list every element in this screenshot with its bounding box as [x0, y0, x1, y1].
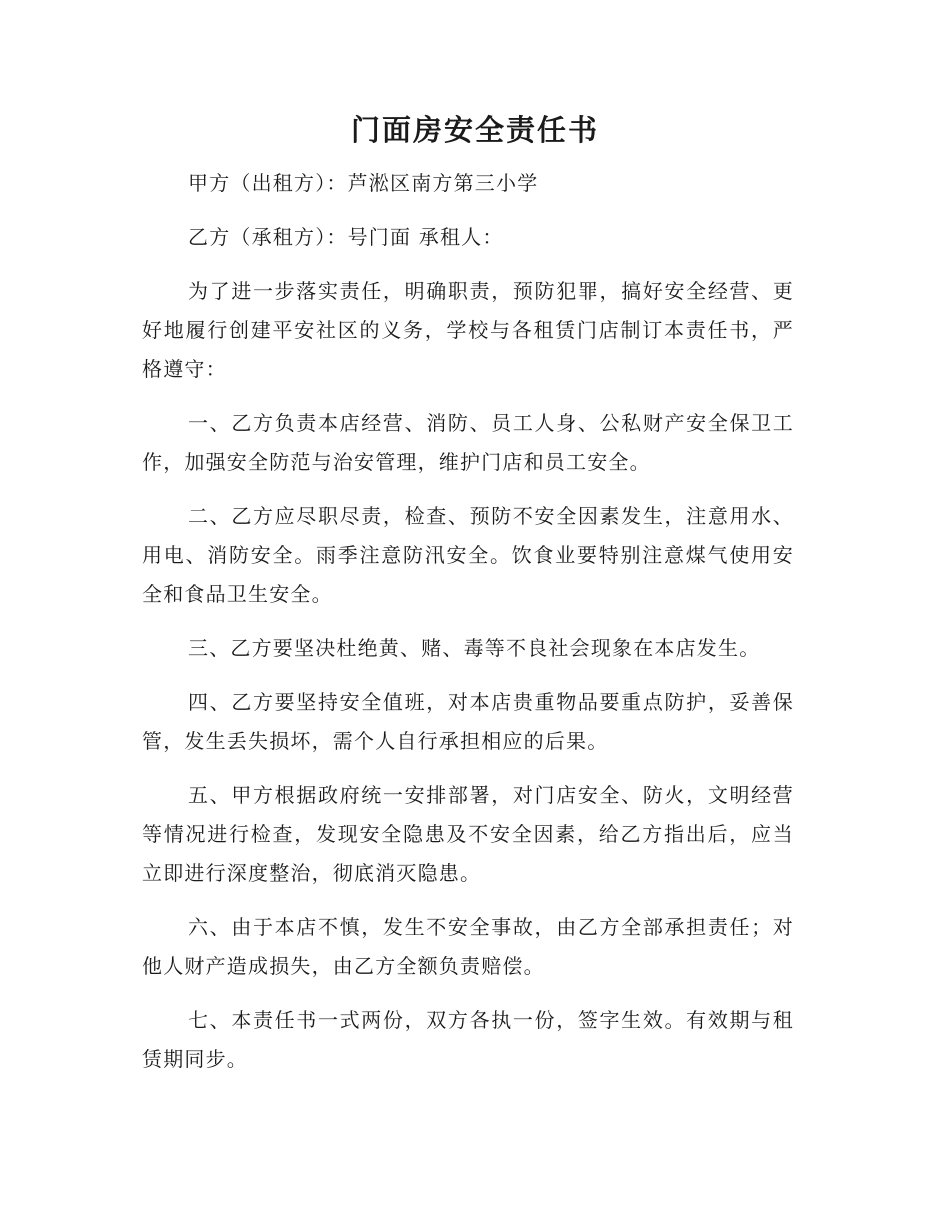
clause-4: 四、乙方要坚持安全值班，对本店贵重物品要重点防护，妥善保管，发生丢失损坏，需个人自行承担相应的后果。	[142, 690, 794, 753]
clause-6: 六、由于本店不慎，发生不安全事故，由乙方全部承担责任；对他人财产造成损失，由乙方全额负责赔偿。	[142, 915, 794, 978]
party-a-line: 甲方（出租方）：芦淞区南方第三小学	[188, 171, 539, 195]
intro-paragraph: 为了进一步落实责任，明确职责，预防犯罪，搞好安全经营、更好地履行创建平安社区的义务，学校与各租赁门店制订本责任书，严格遵守：	[142, 279, 794, 381]
clause-7: 七、本责任书一式两份，双方各执一份，签字生效。有效期与租赁期同步。	[142, 1008, 794, 1071]
party-b-line: 乙方（承租方）：号门面 承租人：	[188, 225, 504, 249]
document-body	[142, 164, 794, 1094]
clause-2: 二、乙方应尽职尽责，检查、预防不安全因素发生，注意用水、用电、消防安全。雨季注意防汛安全。饮食业要特别注意煤气使用安全和食品卫生安全。	[142, 504, 794, 606]
clause-1: 一、乙方负责本店经营、消防、员工人身、公私财产安全保卫工作，加强安全防范与治安管理，维护门店和员工安全。	[142, 411, 794, 474]
document-title: 门面房安全责任书	[350, 113, 599, 147]
clause-3: 三、乙方要坚决杜绝黄、赌、毒等不良社会现象在本店发生。	[188, 636, 761, 660]
clause-5: 五、甲方根据政府统一安排部署，对门店安全、防火，文明经营等情况进行检查，发现安全隐患及不安全因素，给乙方指出后，应当立即进行深度整治，彻底消灭隐患。	[142, 783, 794, 885]
